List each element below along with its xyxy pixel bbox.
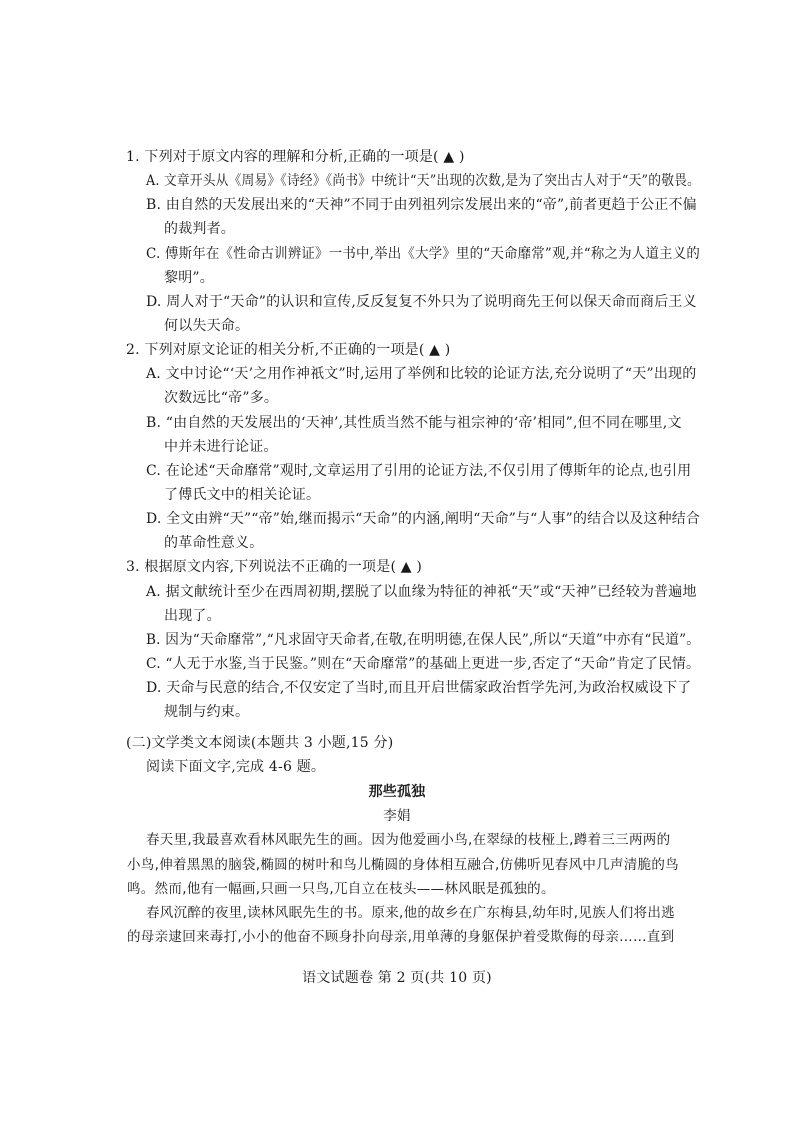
- q1-option-c: C. 傅斯年在《性命古训辨证》一书中,举出《大学》里的“天命靡常”观,并“称之为人道主义的: [146, 246, 701, 262]
- q1-option-c-cont: 黎明”。: [164, 270, 214, 286]
- q3-option-d-cont: 规制与约束。: [164, 704, 250, 720]
- q2-option-d: D. 全文由辨“天”“帝”始,继而揭示“天命”的内涵,阐明“天命”与“人事”的结合以及这种结合: [146, 511, 700, 527]
- passage-p1-line3: 鸣。然而,他有一幅画,只画一只鸟,兀自立在枝头——林风眠是孤独的。: [127, 881, 555, 897]
- q1-option-d: D. 周人对于“天命”的认识和宣传,反反复复不外只为了说明商先王何以保天命而商后王义: [146, 294, 697, 310]
- passage-title: 那些孤独: [368, 784, 426, 800]
- q3-option-d: D. 天命与民意的结合,不仅安定了当时,而且开启世儒家政治哲学先河,为政治权威设下了: [146, 680, 692, 696]
- q3-option-a-cont: 出现了。: [164, 608, 221, 624]
- q2-option-b-cont: 中并未进行论证。: [164, 439, 278, 455]
- q1-option-d-cont: 何以失天命。: [164, 318, 250, 334]
- section-heading: (二)文学类文本阅读(本题共 3 小题,15 分): [126, 735, 394, 751]
- q2-option-d-cont: 的革命性意义。: [164, 535, 264, 551]
- q2-option-c-cont: 了傅氏文中的相关论证。: [164, 487, 321, 503]
- passage-p2-line2: 的母亲逮回来毒打,小小的他奋不顾身扑向母亲,用单薄的身躯保护着受欺侮的母亲……直到: [127, 929, 675, 945]
- q2-option-b: B. “由自然的天发展出的‘天神’,其性质当然不能与祖宗神的‘帝’相同”,但不同在哪里,文: [146, 415, 682, 431]
- q1-option-b-cont: 的裁判者。: [164, 221, 235, 237]
- q2-option-c: C. 在论述“天命靡常”观时,文章运用了引用的论证方法,不仅引用了傅斯年的论点,也引用: [146, 463, 692, 479]
- q2-option-a: A. 文中讨论“‘天’之用作神祇文”时,运用了举例和比较的论证方法,充分说明了“天”出现的: [146, 366, 697, 382]
- q2-option-a-cont: 次数远比“帝”多。: [164, 390, 279, 406]
- passage-p2-line1: 春风沉醉的夜里,读林风眠先生的书。原来,他的故乡在广东梅县,幼年时,见族人们将出逃: [146, 905, 675, 921]
- q3-option-c: C. “人无于水鉴,当于民鉴。”则在“天命靡常”的基础上更进一步,否定了“天命”肯定了民情。: [146, 656, 700, 672]
- passage-p1-line2: 小鸟,伸着黑黑的脑袋,椭圆的树叶和鸟儿椭圆的身体相互融合,仿佛听见春风中几声清脆的鸟: [127, 857, 679, 873]
- passage-author: 李娟: [383, 808, 411, 824]
- passage-p1-line1: 春天里,我最喜欢看林风眠先生的画。因为他爱画小鸟,在翠绿的枝桠上,蹲着三三两两的: [146, 832, 671, 848]
- q1-option-b: B. 由自然的天发展出来的“天神”不同于由列祖列宗发展出来的“帝”,前者更趋于公正不偏: [146, 197, 697, 213]
- q1-option-a: A. 文章开头从《周易》《诗经》《尚书》中统计“天”出现的次数,是为了突出古人对于“天”的敬畏。: [146, 173, 701, 189]
- page-footer: 语文试题卷 第 2 页(共 10 页): [302, 970, 492, 986]
- question-2-stem: 2. 下列对原文论证的相关分析,不正确的一项是( ▲ ): [126, 342, 451, 358]
- question-3-stem: 3. 根据原文内容,下列说法不正确的一项是( ▲ ): [126, 559, 423, 575]
- question-1-stem: 1. 下列对于原文内容的理解和分析,正确的一项是( ▲ ): [126, 149, 465, 165]
- section-instruction: 阅读下面文字,完成 4-6 题。: [146, 759, 326, 775]
- q3-option-a: A. 据文献统计至少在西周初期,摆脱了以血缘为特征的神祇“天”或“天神”已经较为普遍地: [146, 584, 697, 600]
- q3-option-b: B. 因为“天命靡常”,“凡求固守天命者,在敬,在明明德,在保人民”,所以“天道”中亦有“民道”。: [146, 632, 701, 648]
